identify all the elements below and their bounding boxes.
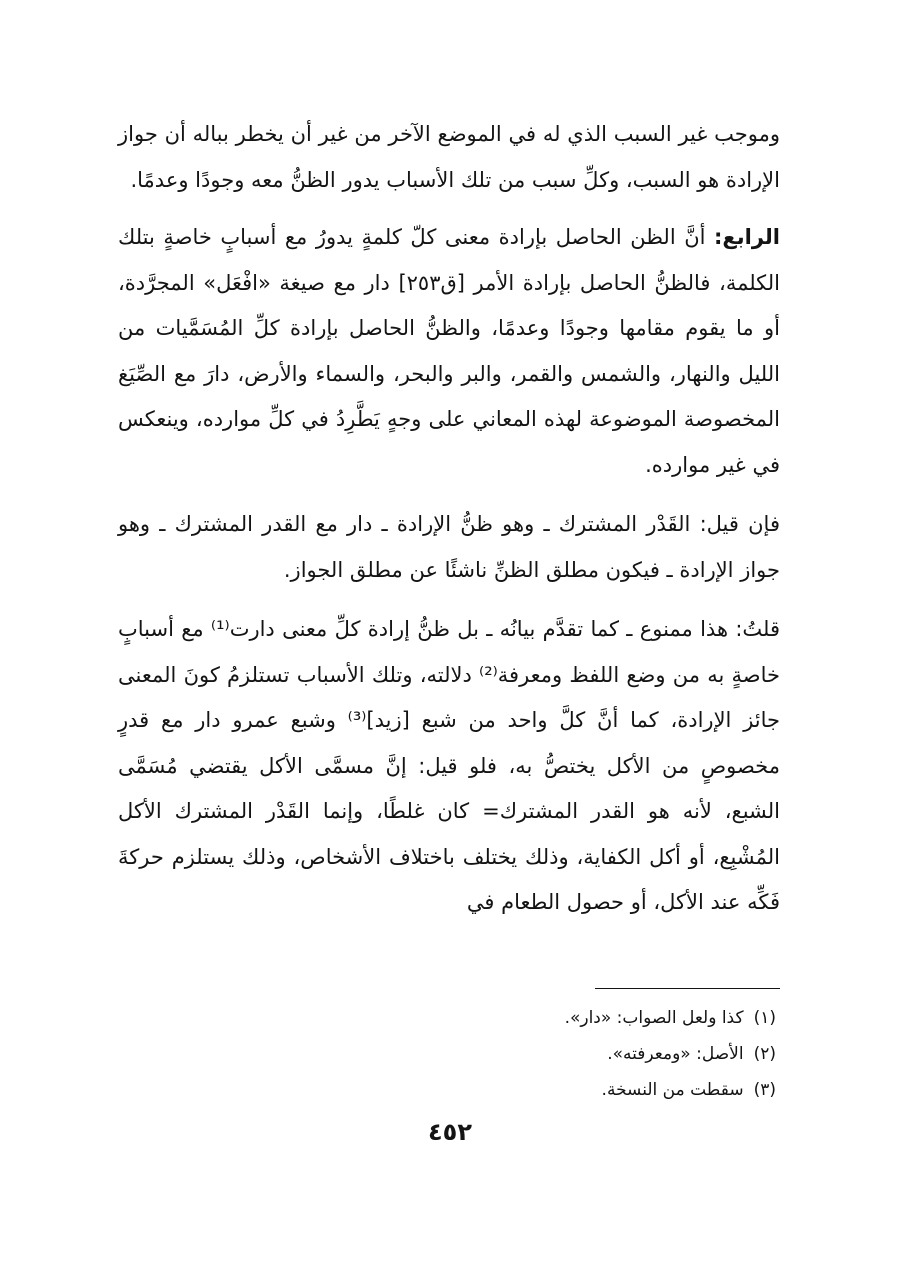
footnote-1-number: (١) — [753, 1008, 776, 1028]
paragraph-4-text: قلتُ: هذا ممنوع ـ كما تقدَّم بيانُه ـ بل ظنُّ إرادة كلِّ معنى دارت⁽¹⁾ مع أسبابٍ خاصةٍ به من وضع اللفظ ومعرفة⁽²⁾ دلالته، وتلك الأسباب تستلزمُ كونَ المعنى جائز الإرادة، كما أنَّ كلَّ واحد من شبع [زيد]⁽³⁾ وشبع عمرو دار مع قدرٍ مخصوصٍ من الأكل يختصُّ به، فلو قيل: إنَّ مسمَّى الأكل يقتضي مُسَمَّى الشبع، لأنه هو القدر المشترك= كان غلطًا، وإنما القَدْر المشترك الأكل المُشْبِع، أو أكل الكفاية، وذلك يختلف باختلاف الأشخاص، وذلك يستلزم حركةَ فَكِّه عند الأكل، أو حصول الطعام في — [118, 617, 781, 914]
footnote-2-number: (٢) — [753, 1044, 776, 1064]
footnote-3-text: سقطت من النسخة. — [601, 1080, 744, 1100]
paragraph-2-text: أنَّ الظن الحاصل بإرادة معنى كلّ كلمةٍ يدورُ مع أسبابٍ خاصةٍ بتلك الكلمة، فالظنُّ الحاصل بإرادة الأمر [ق٢٥٣] دار مع صيغة «افْعَل» المجرَّدة، أو ما يقوم مقامها وجودًا وعدمًا، والظنُّ الحاصل بإرادة كلِّ المُسَمَّيات من الليل والنهار، والشمس والقمر، والبر والبحر، والسماء والأرض، دارَ مع الصِّيَغ المخصوصة الموضوعة لهذه المعاني على وجهٍ يَطَّرِدُ في كلِّ موارده، وينعكس في غير موارده. — [118, 225, 780, 477]
footnote-1 — [118, 1000, 780, 1036]
footnote-3 — [118, 1072, 780, 1108]
footnote-separator — [595, 988, 780, 989]
paragraph-3-text: فإن قيل: القَدْر المشترك ـ وهو ظنُّ الإرادة ـ دار مع القدر المشترك ـ وهو جواز الإرادة ـ فيكون مطلق الظنِّ ناشئًا عن مطلق الجواز. — [118, 512, 780, 582]
paragraph-1-text: وموجب غير السبب الذي له في الموضع الآخر من غير أن يخطر بباله أن جواز الإرادة هو السبب، وكلِّ سبب من تلك الأسباب يدور الظنُّ معه وجودًا وعدمًا. — [118, 122, 780, 192]
paragraph-2 — [118, 215, 780, 488]
paragraph-2-lead: الرابع: — [714, 225, 780, 249]
footnote-2 — [118, 1036, 780, 1072]
footnote-3-number: (٣) — [753, 1080, 776, 1100]
page-number: ٤٥٢ — [428, 1118, 472, 1146]
paragraph-1 — [118, 112, 780, 203]
footnotes — [118, 1000, 780, 1108]
paragraph-4 — [118, 607, 780, 926]
footnote-2-text: الأصل: «ومعرفته». — [607, 1044, 744, 1064]
main-text — [118, 112, 780, 940]
footnote-1-text: كذا ولعل الصواب: «دار». — [564, 1008, 744, 1028]
paragraph-3 — [118, 502, 780, 593]
